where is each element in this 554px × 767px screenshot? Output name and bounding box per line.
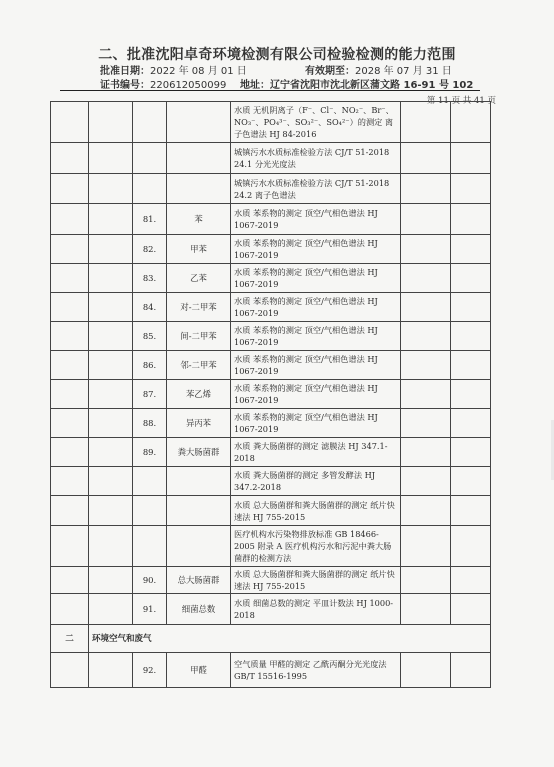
remark-cell: [451, 351, 491, 380]
item-number: [133, 143, 167, 174]
item-number: 86.: [133, 351, 167, 380]
subcategory-cell: [89, 653, 133, 688]
method-standard: 水质 粪大肠菌群的测定 多管发酵法 HJ 347.2-2018: [231, 467, 401, 496]
cert-number-label: 证书编号：: [100, 80, 150, 91]
category-cell: [51, 653, 89, 688]
item-number: [133, 102, 167, 143]
remark-cell: [451, 467, 491, 496]
subcategory-cell: [89, 351, 133, 380]
table-row: [51, 380, 491, 409]
cert-number-value: 220612050099: [150, 80, 227, 91]
section-label: 环境空气和废气: [89, 625, 491, 653]
method-standard: 水质 苯系物的测定 顶空/气相色谱法 HJ 1067-2019: [231, 351, 401, 380]
item-number: [133, 526, 167, 567]
limit-cell: [401, 409, 451, 438]
table-row: [51, 653, 491, 688]
limit-cell: [401, 438, 451, 467]
method-standard: 医疗机构水污染物排放标准 GB 18466-2005 附录 A 医疗机构污水和污泥中粪大肠菌群的检测方法: [231, 526, 401, 567]
table-row: [51, 351, 491, 380]
remark-cell: [451, 264, 491, 293]
method-standard: 水质 苯系物的测定 顶空/气相色谱法 HJ 1067-2019: [231, 264, 401, 293]
category-cell: [51, 322, 89, 351]
subcategory-cell: [89, 235, 133, 264]
item-name: [167, 102, 231, 143]
table-row: [51, 594, 491, 625]
category-cell: [51, 594, 89, 625]
table-row: [51, 204, 491, 235]
valid-until-label: 有效期至：: [305, 66, 355, 77]
item-number: 84.: [133, 293, 167, 322]
address-value: 辽宁省沈阳市沈北新区蒲文路 16-91 号 102: [270, 80, 474, 91]
limit-cell: [401, 204, 451, 235]
approval-date-value: 2022 年 08 月 01 日: [150, 66, 247, 77]
item-number: 82.: [133, 235, 167, 264]
valid-until: [305, 62, 452, 77]
subcategory-cell: [89, 264, 133, 293]
method-standard: 水质 苯系物的测定 顶空/气相色谱法 HJ 1067-2019: [231, 380, 401, 409]
subcategory-cell: [89, 174, 133, 204]
table-row: [51, 496, 491, 526]
item-name: [167, 143, 231, 174]
method-standard: 水质 苯系物的测定 顶空/气相色谱法 HJ 1067-2019: [231, 235, 401, 264]
header-rule: [60, 90, 480, 91]
category-cell: [51, 351, 89, 380]
limit-cell: [401, 264, 451, 293]
category-cell: [51, 235, 89, 264]
limit-cell: [401, 322, 451, 351]
category-cell: [51, 438, 89, 467]
valid-until-value: 2028 年 07 月 31 日: [355, 66, 452, 77]
item-number: [133, 174, 167, 204]
table-row: [51, 293, 491, 322]
item-name: 甲醛: [167, 653, 231, 688]
category-cell: [51, 496, 89, 526]
item-number: [133, 467, 167, 496]
approval-date: [100, 62, 247, 77]
method-standard: 水质 无机阴离子（F⁻、Cl⁻、NO₂⁻、Br⁻、NO₃⁻、PO₄³⁻、SO₃²⁻、SO₄²⁻）的测定 离子色谱法 HJ 84-2016: [231, 102, 401, 143]
remark-cell: [451, 322, 491, 351]
item-name: 粪大肠菌群: [167, 438, 231, 467]
item-name: [167, 467, 231, 496]
category-cell: [51, 567, 89, 594]
limit-cell: [401, 293, 451, 322]
subcategory-cell: [89, 594, 133, 625]
method-standard: 水质 苯系物的测定 顶空/气相色谱法 HJ 1067-2019: [231, 322, 401, 351]
table-row: [51, 174, 491, 204]
approval-date-label: 批准日期：: [100, 66, 150, 77]
limit-cell: [401, 143, 451, 174]
item-name: [167, 174, 231, 204]
table-row: [51, 322, 491, 351]
limit-cell: [401, 351, 451, 380]
subcategory-cell: [89, 143, 133, 174]
table-row: [51, 235, 491, 264]
remark-cell: [451, 526, 491, 567]
table-row: [51, 567, 491, 594]
method-standard: 水质 苯系物的测定 顶空/气相色谱法 HJ 1067-2019: [231, 409, 401, 438]
item-number: 92.: [133, 653, 167, 688]
subcategory-cell: [89, 496, 133, 526]
remark-cell: [451, 235, 491, 264]
category-cell: [51, 204, 89, 235]
limit-cell: [401, 380, 451, 409]
category-cell: [51, 409, 89, 438]
remark-cell: [451, 143, 491, 174]
method-standard: 水质 总大肠菌群和粪大肠菌群的测定 纸片快速法 HJ 755-2015: [231, 567, 401, 594]
method-standard: 城镇污水水质标准检验方法 CJ/T 51-2018 24.2 离子色谱法: [231, 174, 401, 204]
category-cell: [51, 143, 89, 174]
category-cell: [51, 102, 89, 143]
address-label: 地址：: [240, 80, 270, 91]
limit-cell: [401, 496, 451, 526]
item-name: 总大肠菌群: [167, 567, 231, 594]
limit-cell: [401, 567, 451, 594]
address: [240, 76, 473, 91]
table-row: [51, 264, 491, 293]
item-number: 88.: [133, 409, 167, 438]
item-number: 83.: [133, 264, 167, 293]
category-cell: [51, 467, 89, 496]
cert-number: [100, 76, 226, 91]
remark-cell: [451, 293, 491, 322]
limit-cell: [401, 102, 451, 143]
remark-cell: [451, 380, 491, 409]
item-name: [167, 496, 231, 526]
remark-cell: [451, 594, 491, 625]
subcategory-cell: [89, 204, 133, 235]
category-cell: [51, 264, 89, 293]
remark-cell: [451, 438, 491, 467]
table-row: [51, 467, 491, 496]
category-cell: [51, 380, 89, 409]
category-cell: [51, 174, 89, 204]
item-number: [133, 496, 167, 526]
item-name: 苯: [167, 204, 231, 235]
capability-table: [50, 101, 491, 688]
section-row: [51, 625, 491, 653]
section-number: 二: [51, 625, 89, 653]
page-title: 二、批准沈阳卓奇环境检测有限公司检验检测的能力范围: [98, 47, 456, 63]
remark-cell: [451, 653, 491, 688]
category-cell: [51, 526, 89, 567]
item-name: 间-二甲苯: [167, 322, 231, 351]
item-name: 异丙苯: [167, 409, 231, 438]
table-row: [51, 143, 491, 174]
remark-cell: [451, 496, 491, 526]
table-row: [51, 102, 491, 143]
item-name: [167, 526, 231, 567]
page-number: 第 11 页 共 41 页: [426, 96, 496, 106]
remark-cell: [451, 102, 491, 143]
remark-cell: [451, 174, 491, 204]
limit-cell: [401, 594, 451, 625]
limit-cell: [401, 174, 451, 204]
method-standard: 空气质量 甲醛的测定 乙酰丙酮分光光度法 GB/T 15516-1995: [231, 653, 401, 688]
subcategory-cell: [89, 438, 133, 467]
limit-cell: [401, 235, 451, 264]
subcategory-cell: [89, 567, 133, 594]
table-row: [51, 526, 491, 567]
subcategory-cell: [89, 293, 133, 322]
table-row: [51, 409, 491, 438]
table-row: [51, 438, 491, 467]
subcategory-cell: [89, 380, 133, 409]
remark-cell: [451, 409, 491, 438]
item-name: 对-二甲苯: [167, 293, 231, 322]
limit-cell: [401, 526, 451, 567]
subcategory-cell: [89, 526, 133, 567]
item-number: 81.: [133, 204, 167, 235]
remark-cell: [451, 567, 491, 594]
subcategory-cell: [89, 467, 133, 496]
method-standard: 水质 苯系物的测定 顶空/气相色谱法 HJ 1067-2019: [231, 204, 401, 235]
item-number: 90.: [133, 567, 167, 594]
method-standard: 水质 粪大肠菌群的测定 滤膜法 HJ 347.1-2018: [231, 438, 401, 467]
category-cell: [51, 293, 89, 322]
item-number: 89.: [133, 438, 167, 467]
method-standard: 水质 苯系物的测定 顶空/气相色谱法 HJ 1067-2019: [231, 293, 401, 322]
item-name: 细菌总数: [167, 594, 231, 625]
limit-cell: [401, 467, 451, 496]
item-name: 乙苯: [167, 264, 231, 293]
item-number: 91.: [133, 594, 167, 625]
subcategory-cell: [89, 409, 133, 438]
item-name: 邻-二甲苯: [167, 351, 231, 380]
subcategory-cell: [89, 322, 133, 351]
limit-cell: [401, 653, 451, 688]
item-name: 苯乙烯: [167, 380, 231, 409]
method-standard: 城镇污水水质标准检验方法 CJ/T 51-2018 24.1 分光光度法: [231, 143, 401, 174]
method-standard: 水质 细菌总数的测定 平皿计数法 HJ 1000-2018: [231, 594, 401, 625]
item-name: 甲苯: [167, 235, 231, 264]
item-number: 87.: [133, 380, 167, 409]
subcategory-cell: [89, 102, 133, 143]
item-number: 85.: [133, 322, 167, 351]
remark-cell: [451, 204, 491, 235]
method-standard: 水质 总大肠菌群和粪大肠菌群的测定 纸片快速法 HJ 755-2015: [231, 496, 401, 526]
